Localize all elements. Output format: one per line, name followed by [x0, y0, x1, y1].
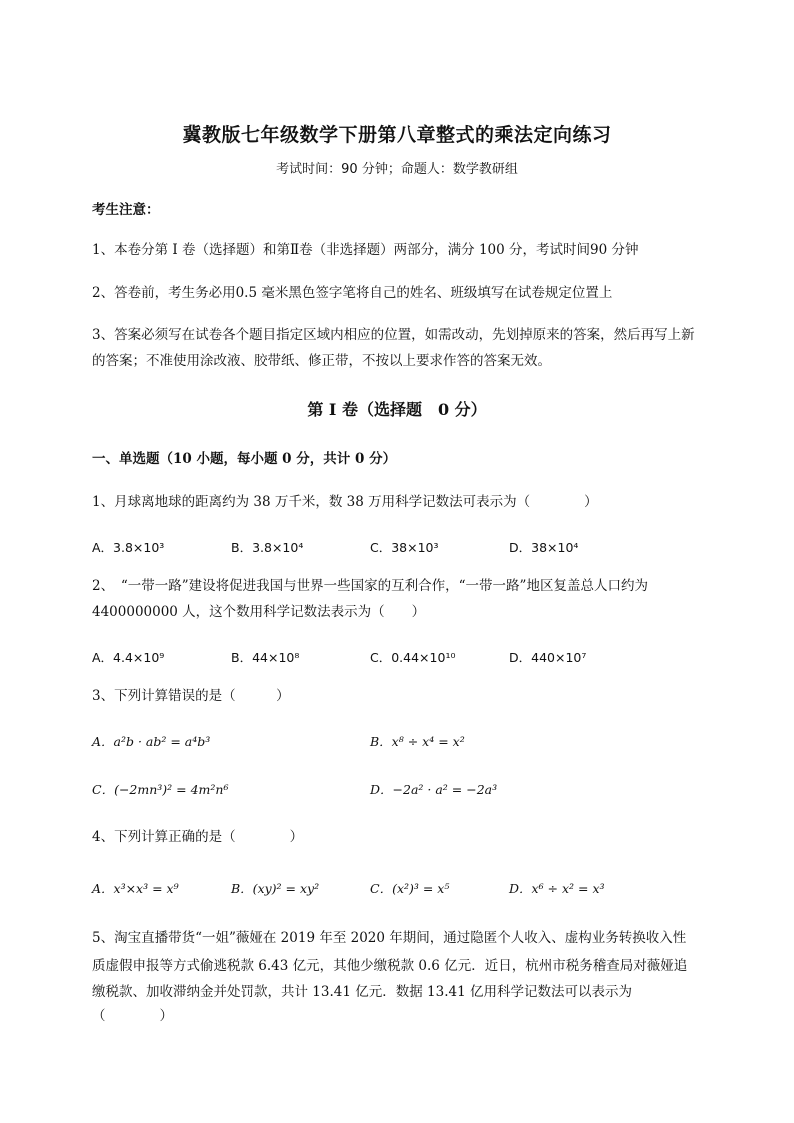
section-title: 第 I 卷（选择题 0 分）: [307, 400, 487, 419]
option-a: A．4.4×10⁹: [92, 650, 165, 665]
section-subheading: 一、单选题（10 小题，每小题 0 分，共计 0 分）: [92, 451, 397, 467]
option-b: B．x⁸ ÷ x⁴ = x²: [370, 734, 465, 749]
option-a: A．x³×x³ = x⁹: [92, 881, 179, 896]
option-c: C．38×10³: [370, 540, 439, 555]
page-title: 冀教版七年级数学下册第八章整式的乘法定向练习: [182, 124, 612, 146]
question-stem: 缴税款、加收滞纳金并处罚款，共计 13.41 亿元．数据 13.41 亿用科学记数法可以表示为: [92, 984, 632, 1000]
question-stem: 1、月球离地球的距离约为 38 万千米，数 38 万用科学记数法可表示为（ ）: [92, 494, 598, 510]
question-stem: 3、下列计算错误的是（ ）: [92, 688, 290, 704]
notice-heading: 考生注意：: [92, 202, 160, 218]
notice-item: 的答案；不准使用涂改液、胶带纸、修正带，不按以上要求作答的答案无效。: [92, 353, 551, 369]
notice-item: 2、答卷前，考生务必用0.5 毫米黑色签字笔将自己的姓名、班级填写在试卷规定位置上: [92, 285, 613, 301]
question-stem: 质虚假申报等方式偷逃税款 6.43 亿元，其他少缴税款 0.6 亿元．近日，杭州市税务稽查局对薇娅追: [92, 958, 688, 974]
option-a: A．a²b · ab² = a⁴b³: [92, 734, 211, 749]
option-b: B．44×10⁸: [231, 650, 300, 665]
exam-info: 考试时间：90 分钟；命题人：数学教研组: [276, 162, 518, 177]
notice-item: 3、答案必须写在试卷各个题目指定区域内相应的位置，如需改动，先划掉原来的答案，然后再写上新: [92, 327, 695, 343]
option-d: D．−2a² · a² = −2a³: [370, 782, 498, 797]
option-c: C．0.44×10¹⁰: [370, 650, 456, 665]
option-c: C．(x²)³ = x⁵: [370, 881, 450, 896]
answer-blank: （ ）: [92, 1008, 173, 1024]
option-b: B．(xy)² = xy²: [231, 881, 320, 896]
question-stem: 4、下列计算正确的是（ ）: [92, 829, 304, 845]
option-d: D．440×10⁷: [509, 650, 587, 665]
option-b: B．3.8×10⁴: [231, 540, 304, 555]
question-stem: 5、淘宝直播带货“一姐”薇娅在 2019 年至 2020 年期间，通过隐匿个人收入、虚构业务转换收入性: [92, 930, 687, 946]
option-d: D．38×10⁴: [509, 540, 579, 555]
option-d: D．x⁶ ÷ x² = x³: [509, 881, 605, 896]
option-c: C．(−2mn³)² = 4m²n⁶: [92, 782, 229, 797]
question-stem: 4400000000 人，这个数用科学记数法表示为（ ）: [92, 604, 426, 620]
option-a: A．3.8×10³: [92, 540, 165, 555]
question-stem: 2、 “一带一路”建设将促进我国与世界一些国家的互利合作，“一带一路”地区复盖总人口约为: [92, 578, 648, 594]
notice-item: 1、本卷分第 I 卷（选择题）和第Ⅱ卷（非选择题）两部分，满分 100 分，考试时间90 分钟: [92, 242, 639, 258]
